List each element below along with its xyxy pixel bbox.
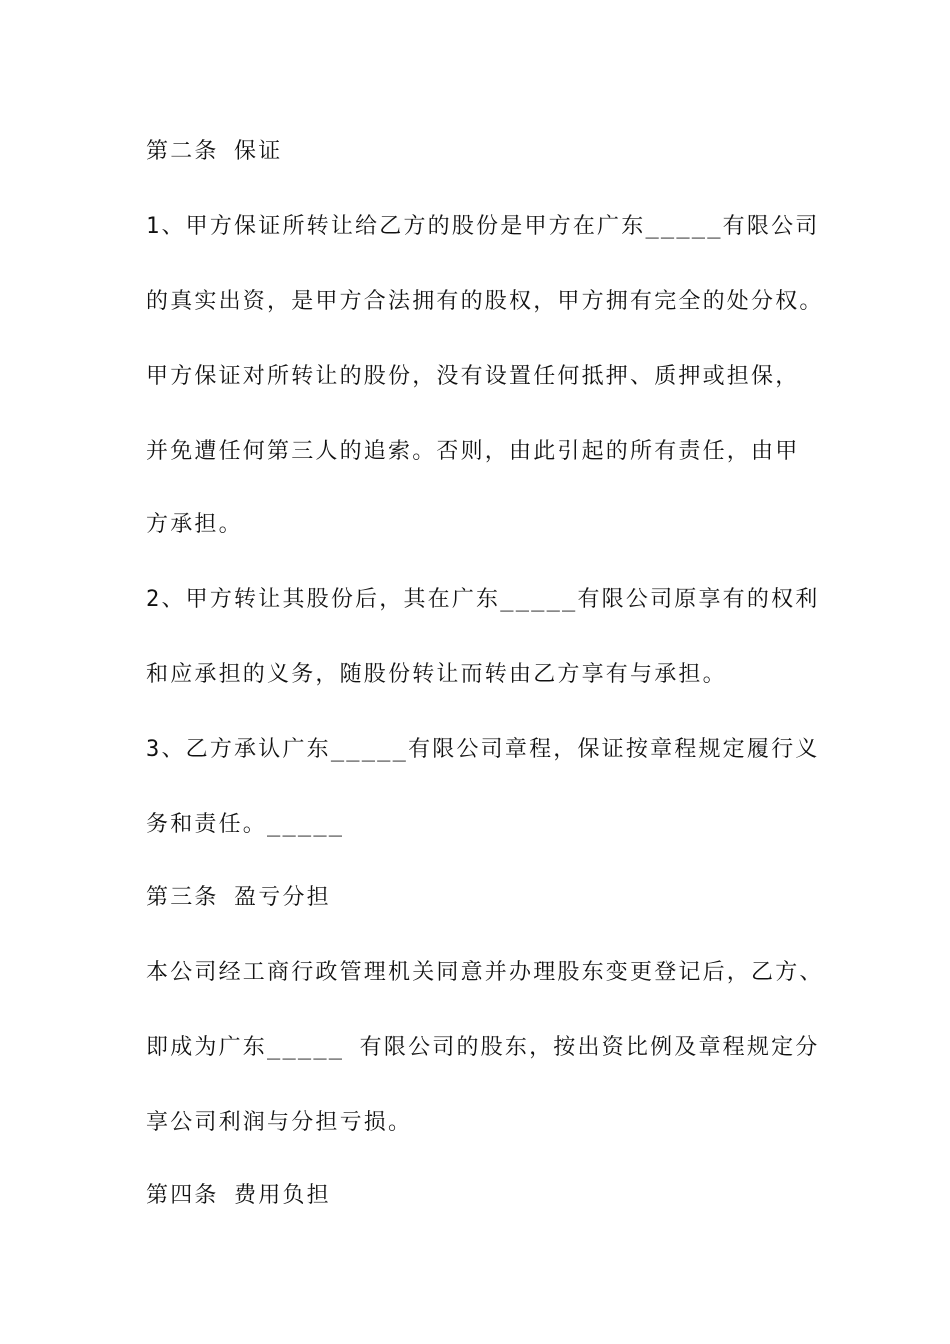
paragraph-line: 3、乙方承认广东_____有限公司章程，保证按章程规定履行义: [146, 737, 820, 762]
section-heading-profit-loss: 第三条 盈亏分担: [146, 885, 331, 910]
paragraph-line: 1、甲方保证所转让给乙方的股份是甲方在广东_____有限公司: [146, 214, 820, 239]
paragraph-line: 享公司利润与分担亏损。: [146, 1110, 413, 1135]
paragraph-line: 的真实出资，是甲方合法拥有的股权，甲方拥有完全的处分权。: [146, 289, 824, 314]
paragraph-line: 务和责任。_____: [146, 812, 345, 837]
paragraph-line: 方承担。: [146, 512, 243, 537]
section-heading-expenses: 第四条 费用负担: [146, 1183, 331, 1208]
paragraph-line: 并免遭任何第三人的追索。否则，由此引起的所有责任，由甲: [146, 439, 800, 464]
section-heading-guarantee: 第二条 保证: [146, 139, 283, 164]
paragraph-line: 甲方保证对所转让的股份，没有设置任何抵押、质押或担保，: [146, 364, 800, 389]
paragraph-line: 2、甲方转让其股份后，其在广东_____有限公司原享有的权利: [146, 587, 820, 612]
paragraph-line: 和应承担的义务，随股份转让而转由乙方享有与承担。: [146, 662, 727, 687]
paragraph-line: 本公司经工商行政管理机关同意并办理股东变更登记后，乙方、: [146, 960, 824, 985]
paragraph-line: 即成为广东_____ 有限公司的股东，按出资比例及章程规定分: [146, 1035, 820, 1060]
